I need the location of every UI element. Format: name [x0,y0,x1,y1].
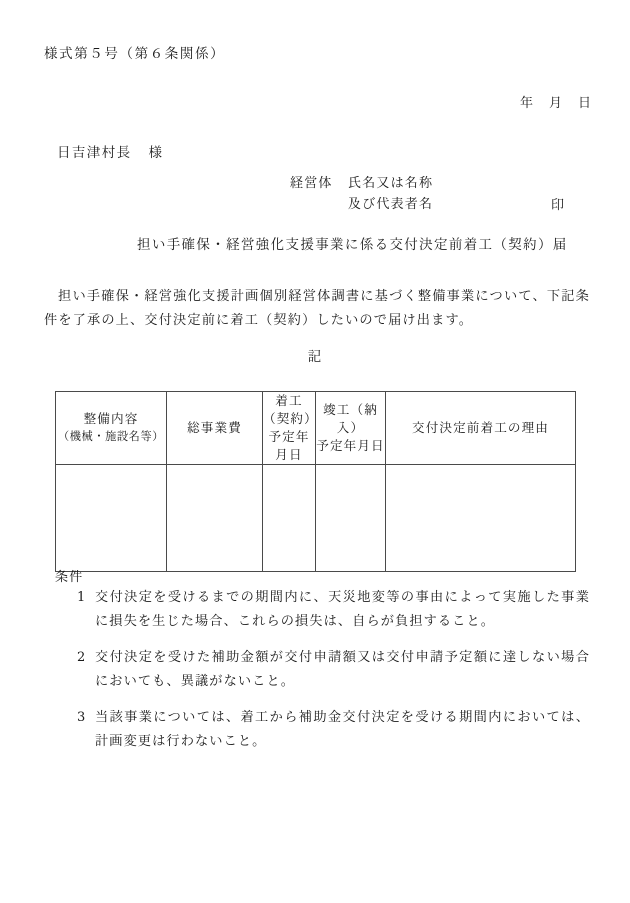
applicant-line-2 [290,194,433,215]
condition-item-1 [55,586,590,634]
table-header-maintenance-content: 整備内容 （機械・施設名等） [56,392,167,465]
date-month-label: 月 [548,96,563,111]
conditions-heading: 条件 [55,570,84,585]
table-header-completion-date: 竣工（納入） 予定年月日 [316,392,386,465]
condition-item-3 [55,706,590,754]
condition-number-2: 2 [77,650,87,665]
addressee-honorific: 様 [148,145,164,161]
condition-number-3: 3 [77,710,87,725]
applicant-representative-label: 及び代表者名 [348,197,434,212]
cell-completion-date[interactable] [316,465,386,572]
table-header-reason: 交付決定前着工の理由 [386,392,576,465]
condition-text-2: 交付決定を受けた補助金額が交付申請額又は交付申請予定額に達しない場合においても、異議がないこと。 [95,650,590,689]
table-header-row [56,392,576,465]
addressee [57,141,163,161]
form-table-wrapper [55,391,576,572]
entity-label: 経営体 [290,176,333,191]
date-year-label: 年 [519,96,534,111]
applicant-name-label: 氏名又は名称 [348,176,434,191]
date-line [0,92,592,111]
table-row [56,465,576,572]
condition-number-1: 1 [77,590,87,605]
ki-marker: 記 [307,349,323,365]
applicant-line-1 [290,173,433,194]
body-paragraph [44,285,590,333]
condition-item-2 [55,646,590,694]
page-title: 担い手確保・経営強化支援事業に係る交付決定前着工（契約）届 [137,237,568,253]
cell-start-date[interactable] [263,465,316,572]
condition-text-1: 交付決定を受けるまでの期間内に、天災地変等の事由によって実施した事業に損失を生じた場合、これらの損失は、自らが負担すること。 [95,590,590,629]
conditions-list [55,586,590,766]
condition-text-3: 当該事業については、着工から補助金交付決定を受ける期間内においては、計画変更は行わないこと。 [95,710,590,749]
table-header-total-cost: 総事業費 [167,392,263,465]
cell-reason[interactable] [386,465,576,572]
form-number: 様式第５号（第６条関係） [44,46,226,62]
body-paragraph-text: 担い手確保・経営強化支援計画個別経営体調書に基づく整備事業について、下記条件を了承の上、交付決定前に着工（契約）したいので届け出ます。 [44,289,590,328]
date-day-label: 日 [577,96,592,111]
cell-total-cost[interactable] [167,465,263,572]
form-table [55,391,576,572]
addressee-name: 日吉津村長 [57,145,132,161]
seal-mark: 印 [551,198,566,213]
table-header-start-date: 着工（契約） 予定年月日 [263,392,316,465]
applicant-block [290,173,433,215]
cell-maintenance-content[interactable] [56,465,167,572]
